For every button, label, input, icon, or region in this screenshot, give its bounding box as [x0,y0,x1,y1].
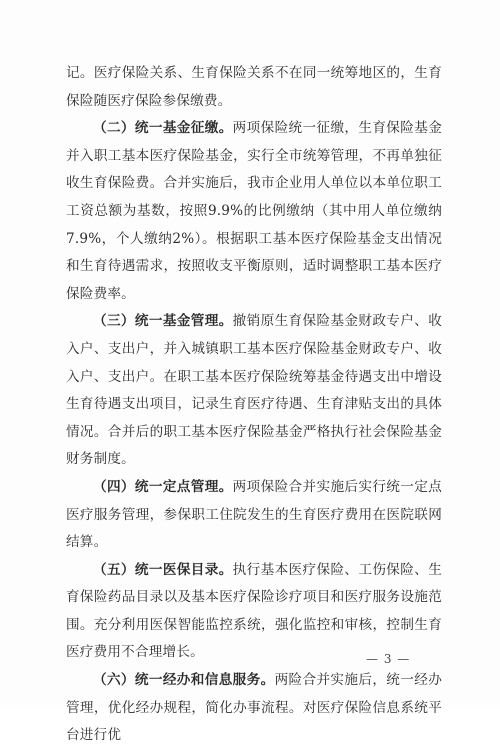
paragraph-5-heading: （五）统一医保目录。 [93,561,233,578]
paragraph-3-heading: （三）统一基金管理。 [93,313,233,330]
paragraph-5-text: 执行基本医疗保险、工伤保险、生育保险药品目录以及基本医疗保险诊疗项目和医疗服务设施范围。充分利用医保智能监控系统，强化监控和审核，控制生育医疗费用不合理增长。 [66,561,443,661]
paragraph-3 [66,308,442,474]
paragraph-6-text: 两险合并实施后，统一经办管理，优化经办规程，简化办事流程。对医疗保险信息系统平台进行优 [66,672,442,744]
paragraph-4-heading: （四）统一定点管理。 [93,478,233,495]
paragraph-6-heading: （六）统一经办和信息服务。 [93,672,275,689]
paragraph-3-text: 撤销原生育保险基金财政专户、收入户、支出户，并入城镇职工基本医疗保险基金财政专户、收入户、支出户。在职工基本医疗保险统筹基金待遇支出中增设生育待遇支出项目，记录生育医疗待遇、生育津贴支出的具体情况。合并后的职工基本医疗保险基金严格执行社会保险基金财务制度。 [66,313,443,468]
paragraph-4 [66,474,442,557]
paragraph-2 [66,115,442,308]
document-body [66,60,442,750]
paragraph-2-text: 两项保险统一征缴，生育保险基金并入职工基本医疗保险基金，实行全市统筹管理，不再单独征收生育保险费。合并实施后，我市企业用人单位以本单位职工工资总额为基数，按照9.9%的比例缴纳（其中用人单位缴纳7.9%，个人缴纳2%）。根据职工基本医疗保险基金支出情况和生育待遇需求，按照收支平衡原则，适时调整职工基本医疗保险费率。 [66,120,443,302]
paragraph-5 [66,557,442,667]
paragraph-2-heading: （二）统一基金征缴。 [93,120,233,137]
paragraph-6 [66,667,442,750]
paragraph-4-text: 两项保险合并实施后实行统一定点医疗服务管理，参保职工住院发生的生育医疗费用在医院联网结算。 [66,478,443,551]
paragraph-1 [66,60,442,115]
page-number: — 3 — [366,652,411,666]
paragraph-1-text: 记。医疗保险关系、生育保险关系不在同一统筹地区的，生育保险随医疗保险参保缴费。 [66,65,442,109]
